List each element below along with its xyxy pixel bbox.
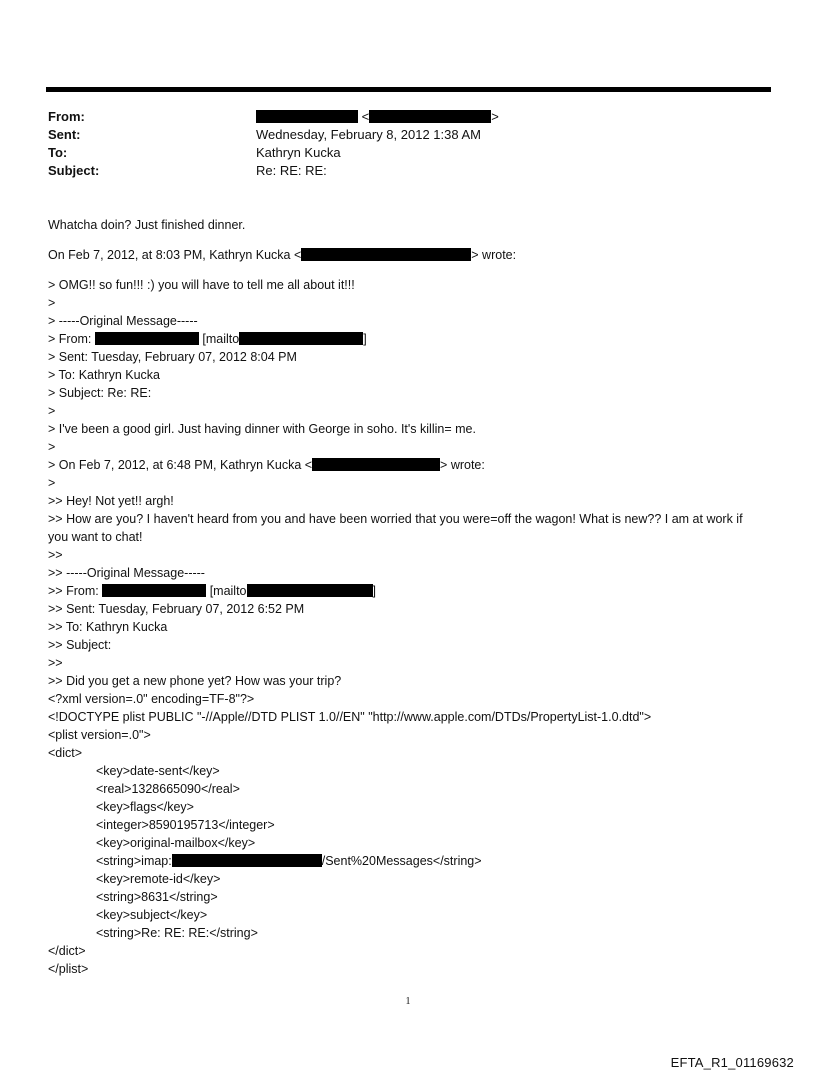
body-line: > (48, 296, 56, 310)
xml-line: <key>subject</key> (96, 908, 208, 922)
body-line: >> Subject: (48, 638, 112, 652)
body-line: >> (48, 656, 63, 670)
body-line: > (48, 404, 56, 418)
body-line: > Subject: Re: RE: (48, 386, 152, 400)
bates-number: EFTA_R1_01169632 (670, 1055, 794, 1070)
sent-value: Wednesday, February 8, 2012 1:38 AM (256, 127, 481, 142)
body-line: >> Hey! Not yet!! argh! (48, 494, 174, 508)
quote-intro-line: On Feb 7, 2012, at 8:03 PM, Kathryn Kucka < > wrote: (48, 248, 517, 262)
body-line: >> Sent: Tuesday, February 07, 2012 6:52 PM (48, 602, 305, 616)
quoted-from-line: >> From: [mailto ] (48, 584, 376, 598)
subject-label: Subject: (48, 163, 100, 178)
sent-label: Sent: (48, 127, 81, 142)
to-label: To: (48, 145, 68, 160)
xml-line: <key>original-mailbox</key> (96, 836, 256, 850)
to-value: Kathryn Kucka (256, 145, 341, 160)
body-paragraph: >> How are you? I haven't heard from you and have been worried that you were=off the wagon! What is new?? I am at work if you want to chat! (48, 512, 743, 544)
body-line: >> To: Kathryn Kucka (48, 620, 168, 634)
from-row (48, 109, 748, 127)
xml-line: <real>1328665090</real> (96, 782, 240, 796)
quoted-from-line: > From: [mailto ] (48, 332, 367, 346)
xml-line: <dict> (48, 746, 83, 760)
subject-row (48, 163, 748, 181)
xml-line: <key>date-sent</key> (96, 764, 220, 778)
redaction-box (256, 110, 358, 123)
redaction-box (102, 584, 206, 597)
body-line: > (48, 440, 56, 454)
xml-line: <key>remote-id</key> (96, 872, 221, 886)
to-row (48, 145, 748, 163)
xml-line: <string>8631</string> (96, 890, 218, 904)
page-number: 1 (405, 996, 411, 1007)
body-line: >> -----Original Message----- (48, 566, 205, 580)
redaction-box (369, 110, 491, 123)
header-rule (46, 87, 771, 92)
xml-line: <key>flags</key> (96, 800, 194, 814)
redaction-box (247, 584, 373, 597)
greeting-line: Whatcha doin? Just finished dinner. (48, 218, 246, 232)
sent-row (48, 127, 748, 145)
body-line: > OMG!! so fun!!! :) you will have to tell me all about it!!! (48, 278, 355, 292)
redaction-box (301, 248, 471, 261)
redaction-box (239, 332, 363, 345)
body-line: > I've been a good girl. Just having dinner with George in soho. It's killin= me. (48, 422, 476, 436)
xml-line: <string>imap: /Sent%20Messages</string> (96, 854, 482, 868)
body-line: > (48, 476, 56, 490)
body-line: > To: Kathryn Kucka (48, 368, 160, 382)
email-header (48, 109, 748, 181)
subject-value: Re: RE: RE: (256, 163, 327, 178)
quoted-intro-line: > On Feb 7, 2012, at 6:48 PM, Kathryn Kucka < > wrote: (48, 458, 485, 472)
xml-line: <!DOCTYPE plist PUBLIC "-//Apple//DTD PLIST 1.0//EN" "http://www.apple.com/DTDs/PropertyList-1.0.dtd"> (48, 710, 652, 724)
from-value (256, 109, 499, 124)
email-body (48, 216, 768, 978)
xml-line: <integer>8590195713</integer> (96, 818, 275, 832)
redaction-box (172, 854, 322, 867)
xml-line: <?xml version=.0" encoding=TF-8"?> (48, 692, 255, 706)
body-line: > Sent: Tuesday, February 07, 2012 8:04 PM (48, 350, 297, 364)
xml-line: </dict> (48, 944, 86, 958)
body-line: >> Did you get a new phone yet? How was your trip? (48, 674, 342, 688)
from-gt: > (491, 109, 499, 124)
from-label: From: (48, 109, 85, 124)
redaction-box (95, 332, 199, 345)
from-lt: < (361, 109, 370, 124)
xml-line: <string>Re: RE: RE:</string> (96, 926, 258, 940)
xml-line: </plist> (48, 962, 89, 976)
body-line: > -----Original Message----- (48, 314, 198, 328)
body-line: >> (48, 548, 63, 562)
redaction-box (312, 458, 440, 471)
xml-line: <plist version=.0"> (48, 728, 151, 742)
